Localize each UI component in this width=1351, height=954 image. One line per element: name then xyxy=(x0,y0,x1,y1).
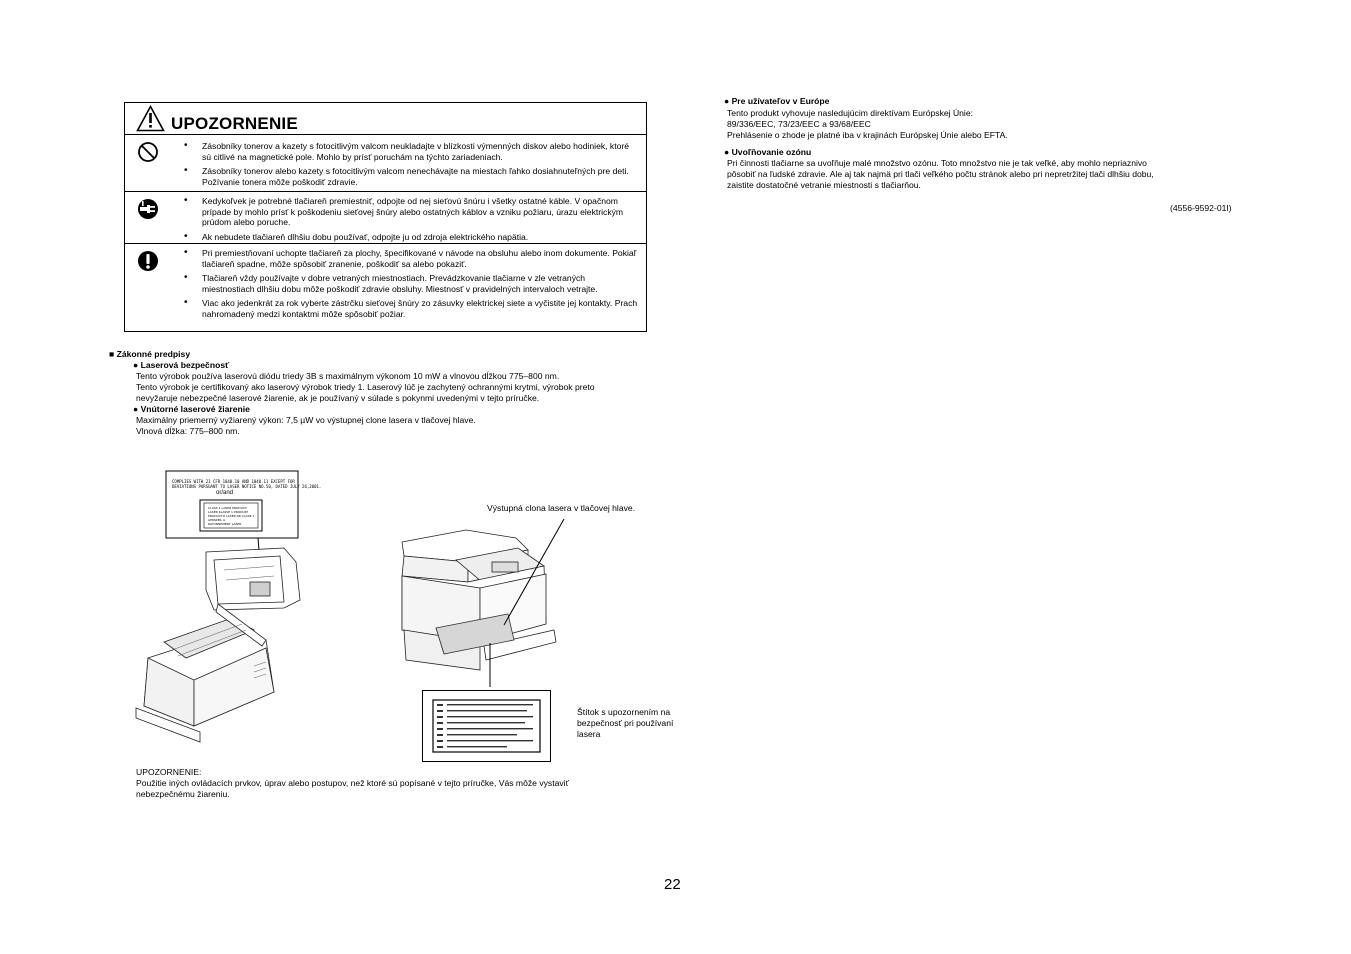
warning-section-handling xyxy=(125,243,646,331)
unplug-icon xyxy=(137,198,159,220)
label-compliance-line-1: COMPLIES WITH 21 CFR 1040.10 AND 1040.11 EXCEPT FOR xyxy=(172,479,295,484)
exclamation-icon xyxy=(137,250,159,272)
laser-safety-line-2: Tento výrobok je certifikovaný ako laserový výrobok triedy 1. Laserový lúč je zachytený ochrannými krytmi, výrobok preto xyxy=(136,382,595,392)
warning-title: UPOZORNENIE xyxy=(171,114,298,133)
label-lines-graphic xyxy=(423,691,550,761)
list-item: • Kedykoľvek je potrebné tlačiareň premiestniť, odpojte od nej sieťovú šnúru i všetky ostatné káble. V opačnom prípade by mohlo prísť k poškodeniu sieťovej šnúry alebo ostatných káblov a vzniku požiaru, úrazu elektrickým prúdom alebo poruche. xyxy=(181,196,638,228)
warning-section-storage xyxy=(125,135,646,191)
class1-line: PRODUCTO LASER DE CLASE 1 xyxy=(208,514,255,518)
caution-line-1: Použitie iných ovládacích prvkov, úprav alebo postupov, než ktoré sú popísané v tejto príručke, Vás môže vystaviť xyxy=(136,778,569,788)
laser-safety-line-1: Tento výrobok používa laserovú diódu triedy 3B s maximálnym výkonom 10 mW a vlnovou dĺžkou 775–800 nm. xyxy=(136,371,560,381)
internal-laser-heading: ● Vnútorné laserové žiarenie xyxy=(133,404,250,414)
label-compliance-line-2: DEVIATIONS PURSUANT TO LASER NOTICE NO.50, DATED JULY 26,2001. xyxy=(172,484,322,489)
warning-list-storage xyxy=(181,141,638,191)
internal-laser-line-1: Maximálny priemerný vyžiarený výkon: 7,5 µW vo výstupnej clone lasera v tlačovej hlave. xyxy=(136,415,476,425)
legal-heading: ■ Zákonné predpisy xyxy=(109,349,191,359)
list-item: • Tlačiareň vždy používajte v dobre vetraných miestnostiach. Prevádzkovanie tlačiarne v zle vetraných miestnostiach dlhšiu dobu môže poškodiť zdravie obsluhy. Miestnosť v pravidelných intervaloch vetrajte. xyxy=(181,273,638,294)
laser-safety-heading: ● Laserová bezpečnosť xyxy=(133,360,230,370)
document-code: (4556-9592-01I) xyxy=(1170,203,1232,213)
warning-title-bar xyxy=(125,103,646,135)
ozone-line-3: zaistite dostatočné vetranie miestnosti s tlačiarňou. xyxy=(727,180,921,190)
printer-open-illustration xyxy=(134,470,322,746)
list-item: • Pri premiestňovaní uchopte tlačiareň za plochy, špecifikované v návode na obsluhu alebo inom dokumente. Pokiaľ tlačiareň spadne, môže spôsobiť zranenie, poškodiť sa alebo pokaziť. xyxy=(181,248,638,269)
label-caption-line-2: bezpečnosť pri používaní xyxy=(577,718,674,728)
warning-list-handling xyxy=(181,248,638,324)
callout-lines xyxy=(480,515,570,691)
list-item: • Ak nebudete tlačiareň dlhšiu dobu používať, odpojte ju od zdroja elektrického napätia. xyxy=(181,232,638,243)
label-caption-line-3: lasera xyxy=(577,729,601,739)
ozone-heading: ● Uvoľňovanie ozónu xyxy=(724,147,812,157)
warning-list-cables xyxy=(181,196,638,246)
class1-line: CLASS 1 LASER PRODUCT xyxy=(208,506,247,510)
class1-line: RAYONNEMENT LASER xyxy=(208,522,242,526)
warning-triangle-icon xyxy=(136,105,165,132)
list-item: • Zásobníky tonerov alebo kazety s fotocitlivým valcom nenechávajte na miestach ľahko dosiahnuteľných pre deti. Požívanie tonera môže poškodiť zdravie. xyxy=(181,166,638,187)
ozone-line-2: pôsobiť na ľudské zdravie. Ale aj tak najmä pri tlači veľkého počtu stránok alebo pri nepretržitej tlači dlhšiu dobu, xyxy=(727,169,1154,179)
europe-line-1: Tento produkt vyhovuje nasledujúcim direktívam Európskej Únie: xyxy=(727,108,973,118)
prohibition-icon xyxy=(137,141,159,163)
caution-line-2: nebezpečnému žiareniu. xyxy=(136,789,230,799)
warning-box xyxy=(124,102,647,332)
internal-laser-line-2: Vlnová dĺžka: 775–800 nm. xyxy=(136,426,240,436)
warning-section-cables xyxy=(125,191,646,243)
ozone-line-1: Pri činnosti tlačiarne sa uvoľňuje malé množstvo ozónu. Toto množstvo nie je tak veľké, aby mohlo nepriaznivo xyxy=(727,158,1147,168)
label-caption-line-1: Štítok s upozornením na xyxy=(577,707,671,717)
caution-title: UPOZORNENIE: xyxy=(136,767,202,777)
europe-heading: ● Pre užívateľov v Európe xyxy=(724,96,830,106)
class1-line: APPAREIL A xyxy=(208,518,226,522)
class1-line: LASER KLASSE 1 PRODUKT xyxy=(208,510,249,514)
label-or-and: or/and xyxy=(216,490,234,496)
laser-warning-label xyxy=(422,690,551,762)
aperture-caption: Výstupná clona lasera v tlačovej hlave. xyxy=(487,503,636,513)
europe-line-2: 89/336/EEC, 73/23/EEC a 93/68/EEC xyxy=(727,119,871,129)
page-number: 22 xyxy=(664,876,681,893)
laser-safety-line-3: nevyžaruje nebezpečné laserové žiarenie, ak je používaný v súlade s pokynmi uvedenými v tejto príručke. xyxy=(136,393,540,403)
list-item: • Viac ako jedenkrát za rok vyberte zástrčku sieťovej šnúry zo zásuvky elektrickej siete a vyčistite jej kontakty. Prach nahromadený medzi kontaktmi môže spôsobiť požiar. xyxy=(181,298,638,319)
europe-line-3: Prehlásenie o zhode je platné iba v krajinách Európskej Únie alebo EFTA. xyxy=(727,130,1008,140)
list-item: • Zásobníky tonerov a kazety s fotocitlivým valcom neukladajte v blízkosti výmenných diskov alebo hodiniek, ktoré sú citlivé na magnetické pole. Mohlo by prísť poruchám na týchto zariadeniach. xyxy=(181,141,638,162)
